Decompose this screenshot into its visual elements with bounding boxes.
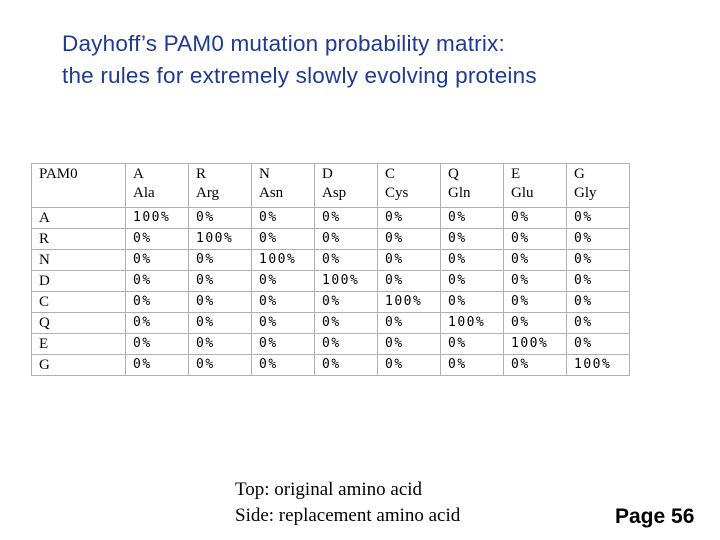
axis-legend-side: Side: replacement amino acid (235, 505, 461, 526)
table-row (32, 355, 630, 376)
matrix-cell: 100% (504, 334, 567, 355)
matrix-cell: 0% (189, 250, 252, 271)
column-code: G (574, 166, 585, 182)
column-name: Gln (448, 185, 471, 201)
row-label: Q (32, 313, 126, 334)
matrix-cell: 0% (315, 229, 378, 250)
matrix-cell: 0% (567, 292, 630, 313)
matrix-cell: 0% (189, 271, 252, 292)
column-header-q (441, 164, 504, 208)
column-code: E (511, 166, 521, 182)
matrix-cell: 0% (567, 229, 630, 250)
column-code: C (385, 166, 396, 182)
matrix-corner-label: PAM0 (32, 164, 126, 208)
matrix-cell: 0% (504, 313, 567, 334)
column-header-a (126, 164, 189, 208)
table-row (32, 334, 630, 355)
matrix-cell: 0% (252, 355, 315, 376)
axis-legend (235, 477, 460, 529)
matrix-cell: 0% (504, 355, 567, 376)
row-label: G (32, 355, 126, 376)
matrix-cell: 0% (126, 292, 189, 313)
matrix-cell: 0% (252, 271, 315, 292)
matrix-cell: 0% (504, 208, 567, 229)
matrix-cell: 0% (252, 334, 315, 355)
column-name: Arg (196, 185, 220, 201)
row-label: R (32, 229, 126, 250)
column-header-r (189, 164, 252, 208)
column-code: N (259, 166, 270, 182)
matrix-cell: 0% (441, 229, 504, 250)
matrix-cell: 0% (315, 292, 378, 313)
matrix-cell: 0% (189, 292, 252, 313)
matrix-cell: 0% (567, 313, 630, 334)
matrix-cell: 0% (252, 313, 315, 334)
column-code: D (322, 166, 333, 182)
row-label: D (32, 271, 126, 292)
matrix-cell: 0% (315, 250, 378, 271)
matrix-cell: 0% (378, 313, 441, 334)
matrix-cell: 0% (252, 208, 315, 229)
axis-legend-top: Top: original amino acid (235, 479, 423, 500)
column-name: Ala (133, 185, 155, 201)
matrix-cell: 0% (441, 292, 504, 313)
column-code: A (133, 166, 144, 182)
table-row (32, 250, 630, 271)
column-name: Asp (322, 185, 347, 201)
row-label: N (32, 250, 126, 271)
matrix-cell: 100% (441, 313, 504, 334)
row-label: E (32, 334, 126, 355)
table-row (32, 313, 630, 334)
matrix-cell: 0% (378, 271, 441, 292)
matrix-cell: 0% (378, 250, 441, 271)
matrix-cell: 0% (378, 208, 441, 229)
slide-title-line-2: the rules for extremely slowly evolving proteins (62, 63, 537, 88)
column-code: Q (448, 166, 459, 182)
column-name: Gly (574, 185, 597, 201)
column-header-d (315, 164, 378, 208)
slide-title-line-1: Dayhoff’s PAM0 mutation probability matrix: (62, 31, 505, 56)
matrix-cell: 0% (315, 334, 378, 355)
matrix-cell: 0% (567, 208, 630, 229)
matrix-cell: 0% (189, 313, 252, 334)
matrix-cell: 0% (126, 334, 189, 355)
matrix-cell: 0% (567, 250, 630, 271)
column-name: Cys (385, 185, 409, 201)
matrix-cell: 0% (441, 208, 504, 229)
matrix-cell: 0% (378, 334, 441, 355)
matrix-cell: 100% (378, 292, 441, 313)
column-name: Asn (259, 185, 284, 201)
column-header-g (567, 164, 630, 208)
matrix-cell: 0% (441, 271, 504, 292)
page-number: Page 56 (615, 505, 695, 528)
matrix-cell: 0% (504, 250, 567, 271)
column-header-n (252, 164, 315, 208)
matrix-cell: 0% (315, 208, 378, 229)
matrix-cell: 100% (189, 229, 252, 250)
matrix-cell: 0% (126, 355, 189, 376)
matrix-cell: 0% (441, 250, 504, 271)
matrix-cell: 0% (189, 334, 252, 355)
matrix-cell: 0% (504, 292, 567, 313)
matrix-cell: 0% (567, 334, 630, 355)
slide-title (62, 28, 712, 92)
matrix-cell: 100% (126, 208, 189, 229)
matrix-cell: 0% (315, 355, 378, 376)
matrix-cell: 0% (504, 271, 567, 292)
matrix-cell: 100% (315, 271, 378, 292)
matrix-cell: 0% (126, 229, 189, 250)
matrix-header-row (32, 164, 630, 208)
matrix-cell: 0% (126, 271, 189, 292)
matrix-cell: 100% (252, 250, 315, 271)
matrix-cell: 0% (567, 271, 630, 292)
column-name: Glu (511, 185, 534, 201)
matrix-cell: 0% (252, 229, 315, 250)
table-row (32, 271, 630, 292)
table-row (32, 208, 630, 229)
column-header-c (378, 164, 441, 208)
table-row (32, 229, 630, 250)
row-label: A (32, 208, 126, 229)
matrix-cell: 0% (252, 292, 315, 313)
matrix-cell: 0% (189, 208, 252, 229)
matrix-cell: 0% (504, 229, 567, 250)
matrix-cell: 0% (315, 313, 378, 334)
matrix-cell: 0% (441, 334, 504, 355)
column-header-e (504, 164, 567, 208)
column-code: R (196, 166, 207, 182)
matrix-cell: 0% (126, 313, 189, 334)
table-row (32, 292, 630, 313)
matrix-cell: 0% (126, 250, 189, 271)
matrix-cell: 0% (189, 355, 252, 376)
matrix-cell: 100% (567, 355, 630, 376)
matrix-cell: 0% (378, 355, 441, 376)
matrix-cell: 0% (441, 355, 504, 376)
pam0-matrix-table (31, 163, 630, 376)
matrix-cell: 0% (378, 229, 441, 250)
matrix-body (32, 164, 630, 376)
row-label: C (32, 292, 126, 313)
